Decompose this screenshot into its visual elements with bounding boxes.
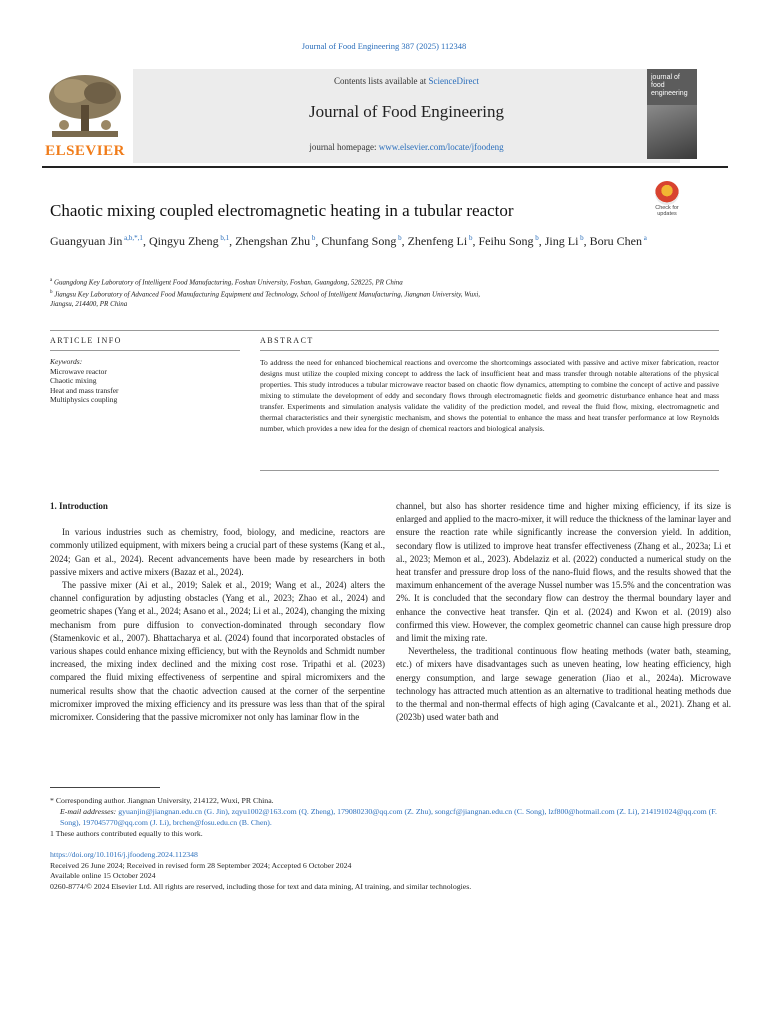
homepage-line [133,142,680,152]
abstract-heading: ABSTRACT [260,336,314,345]
journal-homepage-link[interactable]: www.elsevier.com/locate/jfoodeng [378,142,504,152]
author-name[interactable]: Qingyu Zheng [148,234,219,248]
author-name[interactable]: Jing Li [544,234,579,248]
copyright-line: 0260-8774/© 2024 Elsevier Ltd. All rights are reserved, including those for text and data mining, AI training, and similar technologies. [50,881,472,891]
author-name[interactable]: Zhengshan Zhu [235,234,311,248]
affiliation-b-mark: b [50,289,53,295]
journal-masthead [42,69,728,163]
keywords-label: Keywords: [50,357,83,366]
body-paragraph: In various industries such as chemistry, food, biology, and medicine, reactors are commonly utilized equipment, with mixers being a crucial part of these systems (Kang et al., 2024; Gan et al., 2024). Recent advancements have been made by researchers in both passive mixers and active mixers (Bazaz et al., 2024). [50,527,385,577]
section-heading-introduction: 1. Introduction [50,501,108,511]
footnotes [50,795,720,839]
journal-citation-link[interactable]: Journal of Food Engineering 387 (2025) 112348 [301,41,467,51]
journal-cover-thumbnail[interactable] [647,69,697,159]
masthead-divider [42,166,728,168]
body-paragraph: channel, but also has shorter residence time and higher mixing efficiency, if its size is enlarged and applied to the macro-mixer, it will reduce the thickness of the laminar layer and ensure the reaction rate while significantly increase the conversion yield. In addition, secondary flow is utilized to improve heat transfer effectiveness (Zhang et al., 2023a; Li et al., 2023; Memon et al., 2023). Abdelaziz et al. (2022) conducted a numerical study on the heat transfer and pressure drop loss of the nano-fluid flows, and the results showed that the maximum enhancement of the average Nussel number was 15.5% and the concentration was 2%. It is concluded that the secondary flow can destroy the thermal boundary layer and enhance the convective heat transfer. Qin et al. (2024) and Kwon et al. (2019) also confirmed this view. However, the complex geometric channel can cause high pressure drop and limit the mixing rate. [396,501,731,644]
body-paragraph: The passive mixer (Ai et al., 2019; Salek et al., 2019; Wang et al., 2024) alters the channel configuration by adjusting obstacles (Yang et al., 2023; Zhao et al., 2024) and geometric shapes (Yang et al., 2024; Asano et al., 2024; Li et al., 2024), changing the mixing mechanism from pure diffusion to convection-dominated through secondary flow (Stamenkovic et al., 2007). Bhattacharya et al. (2024) found that incorporated obstacles of various shapes could enhance mixing efficiency, but with the Reynolds and Schmidt number increased, the mixing index declined and the mixing cost rose. Tripathi et al. (2023) compared the fluid mixing effectiveness of serpentine and spiral micromixers and the numerical results show that the chaotic advection caused at the corner of the serpentine micromixer improved the mixing efficiency and its pressure was less than that of the spiral micromixer. Considering that the passive micromixer not only has laminar flow in the [50,580,385,723]
author-name[interactable]: Feihu Song [478,234,534,248]
abstract-text: To address the need for enhanced biochemical reactions and overcome the shortcomings associated with passive and active mixer fabrication, reactor designs must utilize the coupled mixing concept to address the lack of insufficient heat and mass transfer through notable alterations of the physical properties. This study introduces a tubular microwave reactor based on chaotic flow dynamics, attempting to combine the concept of active and passive mixing to stimulate the development of eddy and secondary flows through electromagnetic fields and geometric disturbance enhance heat and mass transfer. Experiments and simulation analysis validate the validity of the prediction model, and reveal the fluid flow, mixing, electromagnetic and thermal characteristics and their synergistic mechanism, and shows the potential to enhance the mass and heat transfer performance at low Reynolds number, which provides a new idea for the design of chemical reactors and biological analysis. [260,358,719,433]
author-affiliation-mark[interactable]: b [396,234,402,242]
author-affiliation-mark[interactable]: a [642,234,647,242]
email-label: E-mail addresses: [60,807,117,816]
cover-image [647,105,697,159]
body-paragraph: Nevertheless, the traditional continuous flow heating methods (water bath, steaming, etc.) of mixers have disadvantages such as uneven heating, low heating efficiency, high energy consumption, and large sewage generation (Jiao et al., 2024a). Microwave technology has attracted much attention as an alternative to traditional heating methods due to the thermal and non-thermal effects of high aging (Cavalcante et al., 2021). Zhang et al. (2023b) used water bath and [396,646,731,723]
homepage-prefix: journal homepage: [309,142,379,152]
cover-title-line1: journal of [651,74,680,81]
body-column-left [50,500,385,724]
email-list[interactable]: gyuanjin@jiangnan.edu.cn (G. Jin), zqyu1002@163.com (Q. Zheng), 179080230@qq.com (Z. Zhu), songcf@jiangnan.edu.cn (C. Song), lzf800@hotmail.com (Z. Li), 214191024@qq.com (F. Song), 197045770@qq.com (J. Li), brchen@fosu.edu.cn (B. Chen). [60,807,717,827]
sciencedirect-link[interactable]: ScienceDirect [428,76,479,86]
affiliation-a [50,276,490,288]
doi-link[interactable]: https://doi.org/10.1016/j.jfoodeng.2024.112348 [50,850,198,859]
affiliation-a-mark: a [50,278,53,283]
cover-title [651,74,695,98]
equal-contribution-note: 1 These authors contributed equally to this work. [50,829,203,838]
author-affiliation-mark[interactable]: b,1 [218,234,230,242]
author-name[interactable]: Chunfang Song [321,234,397,248]
body-column-right [396,500,731,724]
journal-banner [133,69,680,163]
journal-title: Journal of Food Engineering [309,102,504,121]
author-name[interactable]: Guangyuan Jin [50,234,123,248]
check-updates-label [648,205,686,217]
keywords-block [50,357,240,405]
author-list: Guangyuan Jin $^{a,b,*,1}$, Qingyu Zheng $^{b,1}$, Zhengshan Zhu $^b$, Chunfang Song $^b$, Zhenfeng Li $^b$, Feihu Song $^b$, Jing Li $^b$, Boru Chen $^a$ [50,234,647,248]
author-affiliation-mark[interactable]: b [578,234,584,242]
keyword-item: Microwave reactor [50,366,107,376]
affiliation-b [50,288,490,309]
article-metadata [50,850,720,892]
affiliation-a-text: Guangdong Key Laboratory of Intelligent Food Manufacturing, Foshan University, Foshan, Guangdong, 528225, PR China [53,278,403,287]
article-title: Chaotic mixing coupled electromagnetic heating in a tubular reactor [50,201,514,220]
author-affiliation-mark[interactable]: b [467,234,473,242]
elsevier-logo-text: ELSEVIER [45,143,125,159]
affiliation-b-text: Jiangsu Key Laboratory of Advanced Food Manufacturing Equipment and Technology, School of Intelligent Manufacturing, Jiangnan University, Wuxi, Jiangsu, 214400, PR China [50,290,481,308]
author-affiliation-mark[interactable]: a,b,*,1 [122,234,143,242]
article-info-heading: ARTICLE INFO [50,336,122,345]
keyword-item: Heat and mass transfer [50,385,119,395]
cover-title-line2: food engineering [651,82,688,97]
online-date: Available online 15 October 2024 [50,871,156,880]
author-name[interactable]: Boru Chen [589,234,643,248]
elsevier-logo[interactable] [42,71,128,159]
contents-prefix: Contents lists available at [334,76,429,86]
author-affiliation-mark[interactable]: b [310,234,316,242]
check-updates-icon [655,181,679,205]
received-dates: Received 26 June 2024; Received in revised form 28 September 2024; Accepted 6 October 2024 [50,860,352,870]
footnote-divider [50,787,160,788]
check-for-updates-button[interactable] [648,181,686,217]
keyword-item: Chaotic mixing [50,376,97,385]
keyword-item: Multiphysics coupling [50,395,118,404]
corresponding-author-note: * Corresponding author. Jiangnan University, 214122, Wuxi, PR China. [50,796,274,805]
contents-line [133,76,680,86]
author-name[interactable]: Zhenfeng Li [407,234,468,248]
abstract-underline [260,350,719,351]
email-addresses [50,806,720,828]
abstract-bottom-rule [260,470,719,471]
elsevier-tree-icon [42,71,128,141]
author-affiliation-mark[interactable]: b [533,234,539,242]
check-updates-line1: Check for [655,205,679,211]
check-updates-line2: updates [657,211,677,217]
affiliations [50,276,490,309]
article-info-underline [50,350,240,351]
info-divider [50,330,719,331]
